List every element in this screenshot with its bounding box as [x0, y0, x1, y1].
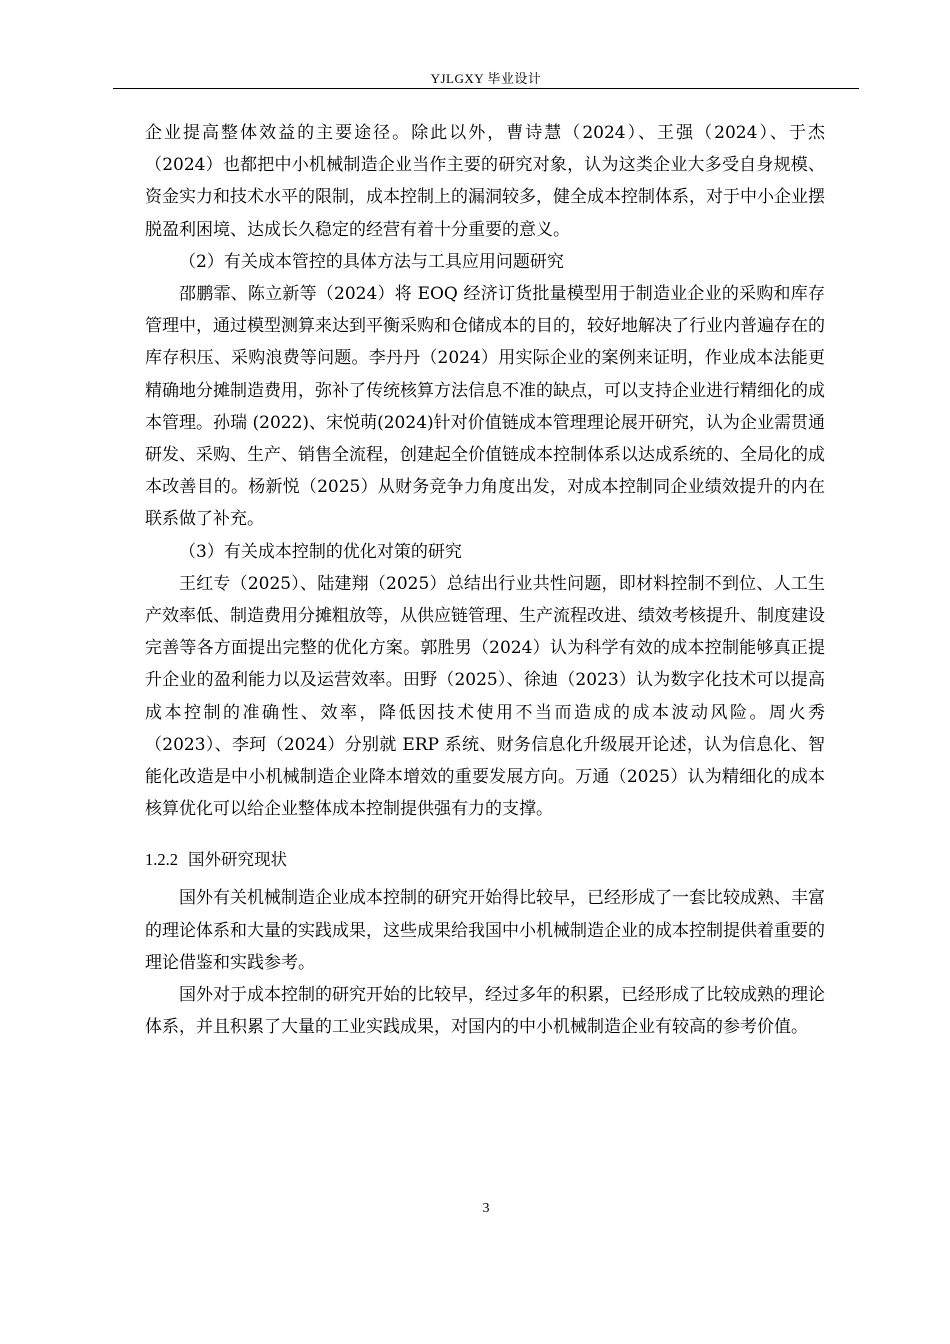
paragraph-optimization: 王红专（2025）、陆建翔（2025）总结出行业共性问题，即材料控制不到位、人工生产效率低、制造费用分摊粗放等，从供应链管理、生产流程改进、绩效考核提升、制度建设完善等各方面提出完整的优化方案。郭胜男（2024）认为科学有效的成本控制能够真正提升企业的盈利能力以及运营效率。田野（2025）、徐迪（2023）认为数字化技术可以提高成本控制的准确性、效率，降低因技术使用不当而造成的成本波动风险。周火秀（2023）、李珂（2024）分别就 ERP 系统、财务信息化升级展开论述，认为信息化、智能化改造是中小机械制造企业降本增效的重要发展方向。万通（2025）认为精细化的成本核算优化可以给企业整体成本控制提供强有力的支撑。 — [145, 573, 825, 820]
subheading-methods-tools: （2）有关成本管控的具体方法与工具应用问题研究 — [179, 251, 564, 272]
header-divider — [113, 88, 859, 89]
paragraph-foreign-research-2: 国外对于成本控制的研究开始的比较早，经过多年的积累，已经形成了比较成熟的理论体系，并且积累了大量的工业实践成果，对国内的中小机械制造企业有较高的参考价值。 — [145, 985, 825, 1038]
subheading-optimization: （3）有关成本控制的优化对策的研究 — [179, 541, 462, 562]
section-title: 国外研究现状 — [188, 850, 287, 870]
paragraph-continuation: 企业提高整体效益的主要途径。除此以外，曹诗慧（2024）、王强（2024）、于杰（2024）也都把中小机械制造企业当作主要的研究对象，认为这类企业大多受自身规模、资金实力和技术水平的限制，成本控制上的漏洞较多，健全成本控制体系，对于中小企业摆脱盈利困境、达成长久稳定的经营有着十分重要的意义。 — [145, 123, 825, 240]
document-body — [145, 117, 825, 1043]
section-number: 1.2.2 — [145, 850, 178, 870]
section-heading — [145, 844, 825, 876]
paragraph-foreign-research-1: 国外有关机械制造企业成本控制的研究开始得比较早，已经形成了一套比较成熟、丰富的理论体系和大量的实践成果，这些成果给我国中小机械制造企业的成本控制提供着重要的理论借鉴和实践参考。 — [145, 888, 825, 973]
page-header: YJLGXY 毕业设计 — [430, 71, 542, 86]
page-number: 3 — [482, 1201, 490, 1216]
paragraph-methods-tools: 邵鹏霏、陈立新等（2024）将 EOQ 经济订货批量模型用于制造业企业的采购和库存管理中，通过模型测算来达到平衡采购和仓储成本的目的，较好地解决了行业内普遍存在的库存积压、采购浪费等问题。李丹丹（2024）用实际企业的案例来证明，作业成本法能更精确地分摊制造费用，弥补了传统核算方法信息不准的缺点，可以支持企业进行精细化的成本管理。孙瑞 (2022)、宋悦萌(2024)针对价值链成本管理理论展开研究，认为企业需贯通研发、采购、生产、销售全流程，创建起全价值链成本控制体系以达成系统的、全局化的成本改善目的。杨新悦（2025）从财务竞争力角度出发，对成本控制同企业绩效提升的内在联系做了补充。 — [145, 284, 825, 530]
